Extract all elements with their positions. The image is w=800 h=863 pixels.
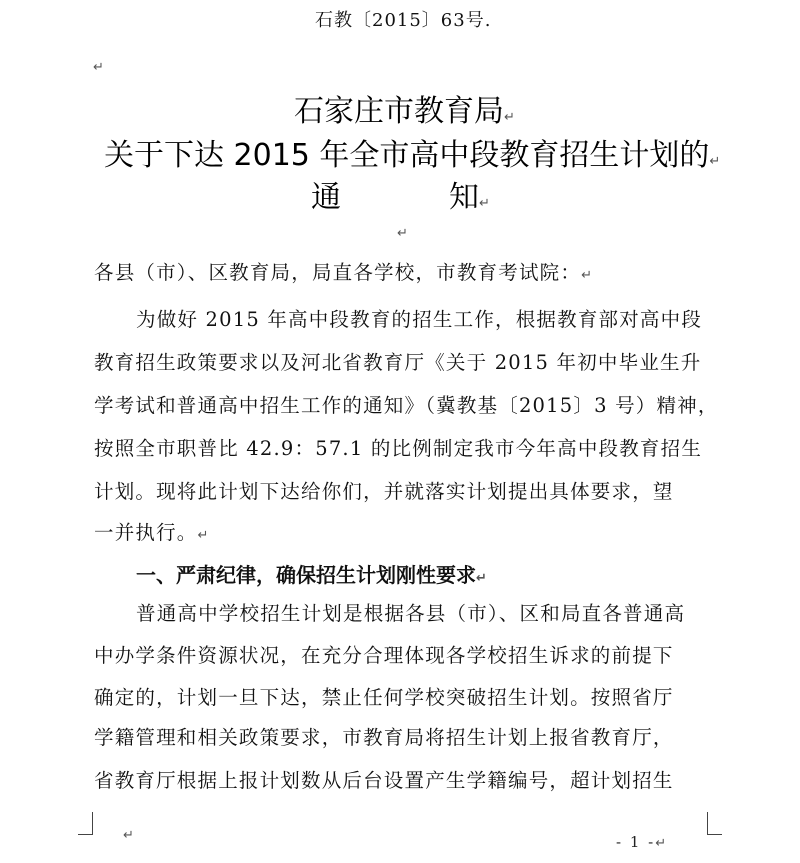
- title-line-2: 关于下达 2015 年全市高中段教育招生计划的↵: [104, 138, 721, 173]
- title-line-3: 通 知↵: [311, 180, 490, 215]
- section-1-heading: 一、严肃纪律，确保招生计划刚性要求↵: [136, 563, 487, 587]
- intro-line-5: 计划。现将此计划下达给你们，并就落实计划提出具体要求，望: [94, 480, 674, 503]
- crop-mark-bottom-left: [78, 812, 93, 835]
- paragraph-mark-icon: ↵: [581, 268, 594, 283]
- crop-mark-bottom-right: [707, 812, 722, 835]
- title-line-1: 石家庄市教育局↵: [294, 94, 515, 129]
- section-1-line-2: 中办学条件资源状况，在充分合理体现各学校招生诉求的前提下: [94, 644, 674, 667]
- section-1-line-1: 普通高中学校招生计划是根据各县（市）、区和局直各普通高: [136, 602, 686, 625]
- intro-line-4: 按照全市职普比 42.9：57.1 的比例制定我市今年高中段教育招生: [94, 437, 703, 460]
- intro-line-6: 一并执行。↵: [94, 521, 210, 544]
- addressee-line: 各县（市）、区教育局，局直各学校，市教育考试院：↵: [94, 261, 594, 284]
- paragraph-mark-icon: ↵: [397, 226, 408, 241]
- paragraph-mark-icon: ↵: [476, 571, 487, 586]
- intro-line-2: 教育招生政策要求以及河北省教育厅《关于 2015 年初中毕业生升: [94, 351, 702, 374]
- intro-line-1: 为做好 2015 年高中段教育的招生工作，根据教育部对高中段: [136, 308, 703, 331]
- section-1-line-4: 学籍管理和相关政策要求，市教育局将招生计划上报省教育厅，: [94, 726, 674, 749]
- paragraph-mark-icon: ↵: [709, 154, 721, 169]
- paragraph-mark-icon: ↵: [504, 110, 515, 125]
- paragraph-mark-icon: ↵: [655, 836, 669, 851]
- paragraph-mark-icon: ↵: [479, 196, 490, 211]
- paragraph-mark-icon: ↵: [93, 60, 104, 75]
- paragraph-mark-icon: ↵: [197, 528, 210, 543]
- intro-line-3: 学考试和普通高中招生工作的通知》（冀教基〔2015〕3 号）精神，: [94, 394, 719, 417]
- page-number: - 1 -↵: [616, 833, 669, 851]
- section-1-line-3: 确定的，计划一旦下达，禁止任何学校突破招生计划。按照省厅: [94, 686, 674, 709]
- document-number: 石教〔2015〕63号.: [315, 10, 492, 31]
- section-1-line-5: 省教育厅根据上报计划数从后台设置产生学籍编号，超计划招生: [94, 769, 674, 792]
- paragraph-mark-icon: ↵: [123, 828, 134, 843]
